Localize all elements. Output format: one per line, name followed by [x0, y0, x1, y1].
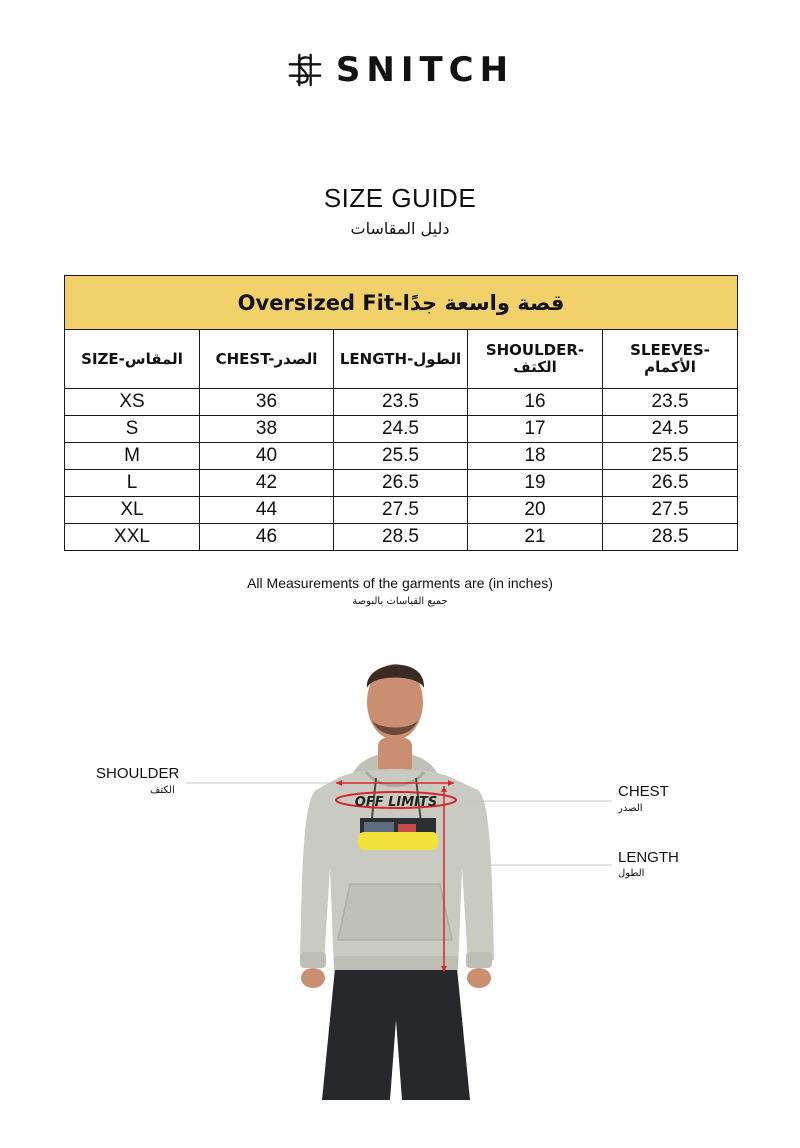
model-illustration — [0, 640, 800, 1120]
column-header-chest: CHEST-الصدر — [200, 330, 334, 389]
length-cell: 24.5 — [334, 416, 468, 443]
chest-label: CHEST — [618, 783, 669, 800]
size-cell: S — [65, 416, 200, 443]
length-cell: 28.5 — [334, 524, 468, 551]
column-header-length: LENGTH-الطول — [334, 330, 468, 389]
graphic-print-text: OFF LIMITS — [354, 795, 438, 810]
length-cell: 27.5 — [334, 497, 468, 524]
sleeves-cell: 28.5 — [603, 524, 738, 551]
shoulder-cell: 17 — [468, 416, 603, 443]
size-cell: XL — [65, 497, 200, 524]
table-row — [65, 524, 738, 551]
size-cell: XS — [65, 389, 200, 416]
chest-label-arabic: الصدر — [618, 803, 643, 814]
size-cell: XXL — [65, 524, 200, 551]
sleeves-cell: 23.5 — [603, 389, 738, 416]
chest-cell: 44 — [200, 497, 334, 524]
fit-heading: Oversized Fit-قصة واسعة جدًا — [65, 276, 738, 330]
chest-cell: 42 — [200, 470, 334, 497]
table-row — [65, 497, 738, 524]
model-measurement-figure — [0, 640, 800, 1120]
table-row — [65, 389, 738, 416]
sleeves-cell: 26.5 — [603, 470, 738, 497]
shoulder-label-arabic: الكتف — [150, 785, 175, 796]
table-row — [65, 416, 738, 443]
sleeves-cell: 24.5 — [603, 416, 738, 443]
shoulder-cell: 19 — [468, 470, 603, 497]
shoulder-label: SHOULDER — [96, 765, 180, 782]
size-cell: M — [65, 443, 200, 470]
length-cell: 23.5 — [334, 389, 468, 416]
size-chart-table — [64, 275, 738, 551]
page-subtitle-arabic: دليل المقاسات — [350, 219, 450, 238]
table-row — [65, 443, 738, 470]
column-header-size: SIZE-المقاس — [65, 330, 200, 389]
measurement-note: All Measurements of the garments are (in inches) — [247, 575, 553, 591]
length-label-arabic: الطول — [618, 868, 645, 879]
measurement-note-arabic: جميع القياسات بالبوصة — [352, 596, 448, 607]
size-cell: L — [65, 470, 200, 497]
brand-logo — [0, 50, 800, 90]
chest-cell: 40 — [200, 443, 334, 470]
shoulder-cell: 21 — [468, 524, 603, 551]
table-row — [65, 470, 738, 497]
brand-name: SNITCH — [335, 50, 515, 90]
length-cell: 26.5 — [334, 470, 468, 497]
shoulder-cell: 16 — [468, 389, 603, 416]
sleeves-cell: 25.5 — [603, 443, 738, 470]
sleeves-cell: 27.5 — [603, 497, 738, 524]
column-header-sleeves: SLEEVES- الأكمام — [603, 330, 738, 389]
hashtag-s-logo-icon — [286, 51, 324, 89]
chest-cell: 38 — [200, 416, 334, 443]
length-cell: 25.5 — [334, 443, 468, 470]
length-label: LENGTH — [618, 849, 679, 866]
chest-cell: 36 — [200, 389, 334, 416]
chest-cell: 46 — [200, 524, 334, 551]
shoulder-cell: 20 — [468, 497, 603, 524]
column-header-shoulder: SHOULDER- الكتف — [468, 330, 603, 389]
page-title: SIZE GUIDE — [323, 183, 477, 213]
shoulder-cell: 18 — [468, 443, 603, 470]
